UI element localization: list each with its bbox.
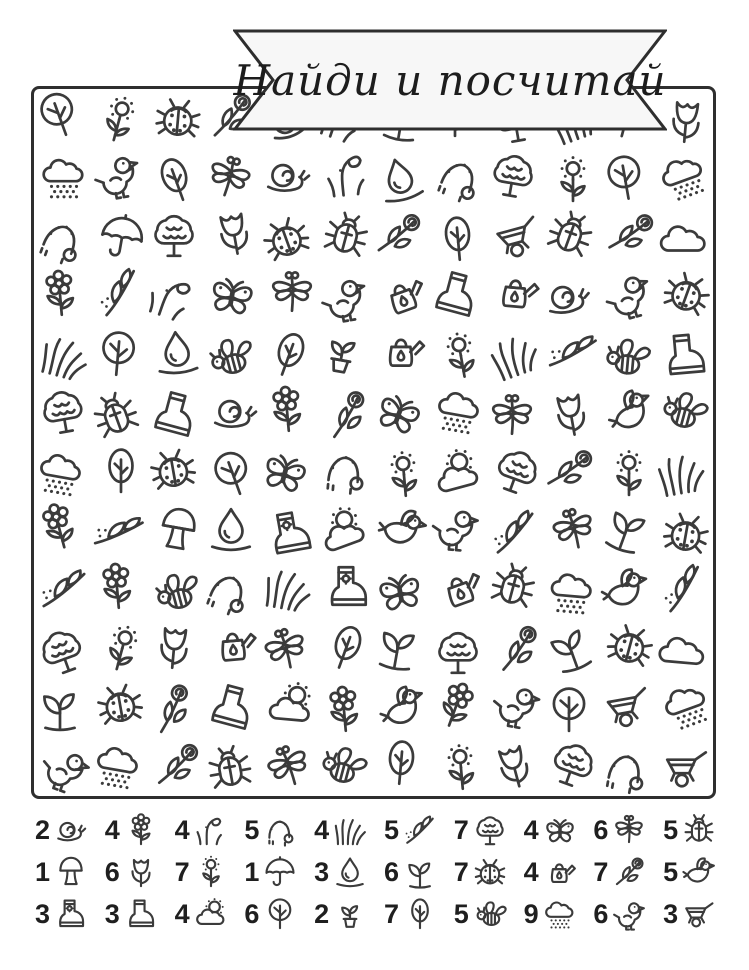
beetle-icon <box>682 813 716 847</box>
potted-plant-icon <box>313 324 371 382</box>
dragonfly-icon <box>487 391 537 441</box>
droplet-icon <box>150 325 204 379</box>
puzzle-icon-rain-cloud <box>651 668 716 743</box>
puzzle-icon-caterpillar <box>593 736 659 799</box>
mushroom-icon <box>54 855 88 889</box>
puzzle-icon-sprout <box>32 677 89 736</box>
legend-count: 4 <box>523 814 539 845</box>
rain-cloud-icon <box>656 674 716 738</box>
butterfly-icon <box>372 563 430 621</box>
puzzle-icon-ladybug <box>140 435 206 503</box>
legend-count: 5 <box>663 856 679 887</box>
legend-item-bee <box>447 894 517 934</box>
bird-icon <box>428 501 482 555</box>
puzzle-icon-flower <box>31 262 91 326</box>
puzzle-icon-mushroom <box>145 497 211 565</box>
tulip-icon <box>483 736 544 797</box>
legend-item-potted-plant <box>307 894 377 934</box>
rose-branch-icon <box>612 855 646 889</box>
tulip-icon <box>543 385 601 443</box>
caterpillar-icon <box>263 813 297 847</box>
puzzle-icon-caterpillar <box>314 438 375 502</box>
potted-plant-icon <box>333 897 367 931</box>
puzzle-icon-rose-branch <box>597 199 663 267</box>
ladybug-icon <box>255 206 319 270</box>
bee-icon <box>473 897 507 931</box>
legend-item-butterfly <box>517 810 587 850</box>
boot-icon <box>145 383 206 444</box>
legend-item-bush <box>447 810 517 850</box>
beetle-icon <box>538 203 602 267</box>
sun-cloud-icon <box>311 500 375 564</box>
legend-count: 4 <box>104 814 120 845</box>
tree-icon <box>31 86 91 147</box>
ladybug-icon <box>151 91 205 145</box>
bee-icon <box>199 326 260 387</box>
bird-icon <box>487 676 545 734</box>
puzzle-icon-leaf-branch <box>34 558 95 622</box>
flower-icon <box>124 813 158 847</box>
legend-count: 7 <box>453 856 469 887</box>
sprout-icon <box>538 616 602 680</box>
rain-cloud-icon <box>39 152 89 202</box>
legend-count: 3 <box>314 856 330 887</box>
legend-count: 5 <box>663 814 679 845</box>
legend-item-watering-can <box>517 852 587 892</box>
puzzle-icon-dragonfly <box>484 387 541 446</box>
boot-flower-icon <box>54 897 88 931</box>
bird-icon <box>315 269 373 327</box>
legend-count: 7 <box>174 856 190 887</box>
legend-item-dandelion <box>168 852 238 892</box>
umbrella-icon <box>263 855 297 889</box>
bee-icon <box>653 379 714 440</box>
legend-item-snowdrop <box>168 810 238 850</box>
puzzle-icon-tree-oval <box>371 732 433 796</box>
ladybug-icon <box>656 261 716 325</box>
rain-cloud-icon <box>89 738 147 796</box>
legend-item-grass <box>307 810 377 850</box>
puzzle-icon-butterfly <box>251 436 321 508</box>
puzzle-icon-bush <box>480 141 546 209</box>
legend-count: 2 <box>34 814 50 845</box>
puzzle-icon-cloud <box>654 209 711 268</box>
legend-count: 6 <box>244 898 260 929</box>
rose-branch-icon <box>601 204 659 262</box>
boot-icon <box>659 328 713 382</box>
rose-branch-icon <box>152 740 202 790</box>
snail-icon <box>262 149 316 203</box>
puzzle-icon-tree <box>540 680 597 739</box>
flower-icon <box>261 383 315 437</box>
tulip-icon <box>147 621 201 675</box>
legend-item-boot-flower <box>28 894 98 934</box>
puzzle-icon-snail <box>538 265 600 329</box>
legend-count: 4 <box>174 898 190 929</box>
watering-can-icon <box>543 855 577 889</box>
legend-item-snail <box>28 810 98 850</box>
watering-can-icon <box>207 619 261 673</box>
snail-icon <box>541 270 595 324</box>
bee-icon <box>312 735 373 796</box>
legend-count: 3 <box>663 898 679 929</box>
ladybug-icon <box>658 505 716 563</box>
legend-item-droplet <box>307 852 377 892</box>
boot-icon <box>426 264 487 325</box>
puzzle-icon-bird <box>483 671 549 739</box>
legend-item-flower <box>98 810 168 850</box>
dandelion-icon <box>194 855 228 889</box>
rain-cloud-icon <box>545 566 599 620</box>
droplet-icon <box>333 855 367 889</box>
legend-count: 5 <box>244 814 260 845</box>
puzzle-icon-dragonfly <box>263 264 320 323</box>
grass-icon <box>333 813 367 847</box>
puzzle-icon-rose-branch <box>537 435 603 503</box>
tulip-icon <box>660 94 714 148</box>
flower-icon <box>31 497 90 558</box>
grass-icon <box>653 443 711 501</box>
legend-count: 1 <box>244 856 260 887</box>
leaf-branch-icon <box>654 558 715 619</box>
legend-count: 6 <box>593 814 609 845</box>
legend <box>28 810 726 934</box>
legend-item-tree-oval <box>377 894 447 934</box>
legend-count: 4 <box>174 814 190 845</box>
wheelbarrow-icon <box>661 743 711 793</box>
rose-branch-icon <box>372 207 426 261</box>
legend-count: 6 <box>104 856 120 887</box>
watering-can-icon <box>377 326 427 376</box>
snail-icon <box>208 385 262 439</box>
mushroom-icon <box>149 502 207 560</box>
legend-count: 2 <box>314 898 330 929</box>
snail-icon <box>54 813 88 847</box>
title-banner <box>233 29 667 131</box>
puzzle-icon-sprout <box>366 613 432 681</box>
legend-item-bird-flying <box>656 852 726 892</box>
tree-icon <box>263 897 297 931</box>
sprout-icon <box>35 682 85 732</box>
watering-can-icon <box>489 265 543 319</box>
leaf-branch-icon <box>543 321 604 382</box>
puzzle-icon-snail <box>258 145 319 209</box>
butterfly-icon <box>255 441 316 502</box>
dandelion-icon <box>88 90 149 151</box>
legend-count: 7 <box>593 856 609 887</box>
tree-icon <box>596 149 654 207</box>
caterpillar-icon <box>197 559 261 623</box>
puzzle-icon-rain-cloud <box>426 377 492 445</box>
tree-oval-icon <box>96 446 146 496</box>
ladybug-icon <box>473 855 507 889</box>
legend-count: 3 <box>34 898 50 929</box>
dragonfly-icon <box>256 620 317 681</box>
legend-count: 7 <box>453 814 469 845</box>
puzzle-icon-watering-can <box>373 322 430 381</box>
puzzle-icon-rain-cloud <box>36 148 93 207</box>
bird-icon <box>88 146 146 204</box>
grass-icon <box>482 322 546 386</box>
legend-item-caterpillar <box>237 810 307 850</box>
butterfly-icon <box>543 813 577 847</box>
puzzle-icon-leaf-branch <box>650 553 716 625</box>
tree-oval-icon <box>375 736 429 790</box>
legend-item-sprout <box>377 852 447 892</box>
puzzle-icon-tulip <box>144 616 205 680</box>
boot-flower-icon <box>323 562 373 612</box>
snowdrop-icon <box>321 147 375 201</box>
sun-cloud-icon <box>194 897 228 931</box>
dragonfly-icon <box>612 813 646 847</box>
flower-icon <box>33 267 87 321</box>
legend-count: 4 <box>314 814 330 845</box>
bush-icon <box>31 620 94 684</box>
tree-icon <box>91 327 145 381</box>
tree-oval-icon <box>403 897 437 931</box>
wheelbarrow-icon <box>599 679 657 737</box>
page-title: Найди и посчитай <box>233 56 667 105</box>
sprout-icon <box>370 618 428 676</box>
rain-cloud-icon <box>32 444 90 502</box>
butterfly-icon <box>203 266 261 324</box>
puzzle-icon-potted-plant <box>309 319 375 387</box>
legend-item-tulip <box>98 852 168 892</box>
legend-item-ladybug <box>447 852 517 892</box>
bird-icon <box>612 897 646 931</box>
caterpillar-icon <box>597 741 655 799</box>
legend-item-rose-branch <box>586 852 656 892</box>
puzzle-icon-tree <box>87 322 148 386</box>
legend-count: 9 <box>523 898 539 929</box>
puzzle-icon-wheelbarrow <box>657 738 714 797</box>
rain-cloud-icon <box>430 382 488 440</box>
umbrella-icon <box>93 208 151 266</box>
puzzle-icon-beetle <box>478 552 548 624</box>
flower-icon <box>90 561 144 615</box>
beetle-icon <box>84 384 148 448</box>
beetle-icon <box>482 557 543 618</box>
ladybug-icon <box>144 440 202 498</box>
legend-item-rain-cloud <box>517 894 587 934</box>
rain-cloud-icon <box>653 144 716 208</box>
bush-icon <box>484 146 542 204</box>
legend-count: 7 <box>383 898 399 929</box>
bird-flying-icon <box>682 855 716 889</box>
puzzle-icon-rose-branch <box>368 202 430 266</box>
caterpillar-icon <box>318 443 372 497</box>
cloud-icon <box>658 213 708 263</box>
rain-cloud-icon <box>543 897 577 931</box>
legend-item-mushroom <box>28 852 98 892</box>
puzzle-icon-boot <box>197 672 267 744</box>
tree-icon <box>544 685 594 735</box>
leaf-branch-icon <box>37 563 91 617</box>
boot-icon <box>201 677 262 738</box>
puzzle-icon-ladybug <box>148 87 209 151</box>
bush-icon <box>149 210 199 260</box>
grass-icon <box>260 560 318 618</box>
puzzle-icon-droplet <box>203 499 260 558</box>
legend-count: 6 <box>383 856 399 887</box>
legend-count: 5 <box>383 814 399 845</box>
sprout-icon <box>403 855 437 889</box>
snowdrop-icon <box>140 265 204 329</box>
legend-item-umbrella <box>237 852 307 892</box>
puzzle-icon-bird <box>84 141 150 209</box>
tulip-icon <box>124 855 158 889</box>
wheelbarrow-icon <box>682 897 716 931</box>
rose-branch-icon <box>140 678 204 742</box>
grass-icon <box>35 325 96 386</box>
puzzle-icon-wheelbarrow <box>595 674 661 742</box>
tree-oval-icon <box>431 212 485 266</box>
puzzle-board <box>31 86 716 799</box>
puzzle-icon-flower <box>257 378 318 442</box>
legend-count: 1 <box>34 856 50 887</box>
legend-count: 6 <box>593 898 609 929</box>
flower-icon <box>424 675 488 739</box>
legend-item-bird <box>586 894 656 934</box>
puzzle-icon-rain-cloud <box>85 733 151 799</box>
puzzle-icon-flower <box>86 556 147 620</box>
puzzle-icon-butterfly <box>199 261 265 329</box>
bird-icon <box>597 265 658 326</box>
legend-item-tree <box>237 894 307 934</box>
snowdrop-icon <box>194 813 228 847</box>
puzzle-icon-rose-branch <box>149 735 206 794</box>
droplet-icon <box>206 504 256 554</box>
legend-count: 4 <box>523 856 539 887</box>
sun-cloud-icon <box>427 442 488 503</box>
dragonfly-icon <box>267 268 317 318</box>
leaf-branch-icon <box>403 813 437 847</box>
legend-item-wheelbarrow <box>656 894 726 934</box>
puzzle-icon-butterfly <box>363 376 436 451</box>
butterfly-icon <box>368 381 432 445</box>
puzzle-icon-bush <box>146 206 203 265</box>
legend-item-dragonfly <box>586 810 656 850</box>
rose-branch-icon <box>541 440 599 498</box>
legend-item-beetle <box>656 810 726 850</box>
sprout-icon <box>595 497 659 561</box>
legend-item-boot <box>98 894 168 934</box>
puzzle-icon-tree <box>31 86 96 153</box>
sun-cloud-icon <box>265 679 319 733</box>
legend-item-sun-cloud <box>168 894 238 934</box>
legend-item-leaf-branch <box>377 810 447 850</box>
bird-flying-icon <box>598 564 652 618</box>
puzzle-icon-bird <box>593 259 663 331</box>
legend-count: 3 <box>104 898 120 929</box>
bush-icon <box>473 813 507 847</box>
puzzle-icon-grass <box>649 438 715 506</box>
beetle-icon <box>201 741 259 799</box>
puzzle-icon-grass <box>256 555 322 623</box>
boot-icon <box>124 897 158 931</box>
puzzle-icon-bird <box>425 496 486 560</box>
droplet-icon <box>370 149 431 210</box>
legend-count: 5 <box>453 898 469 929</box>
puzzle-icon-beetle <box>197 736 263 799</box>
